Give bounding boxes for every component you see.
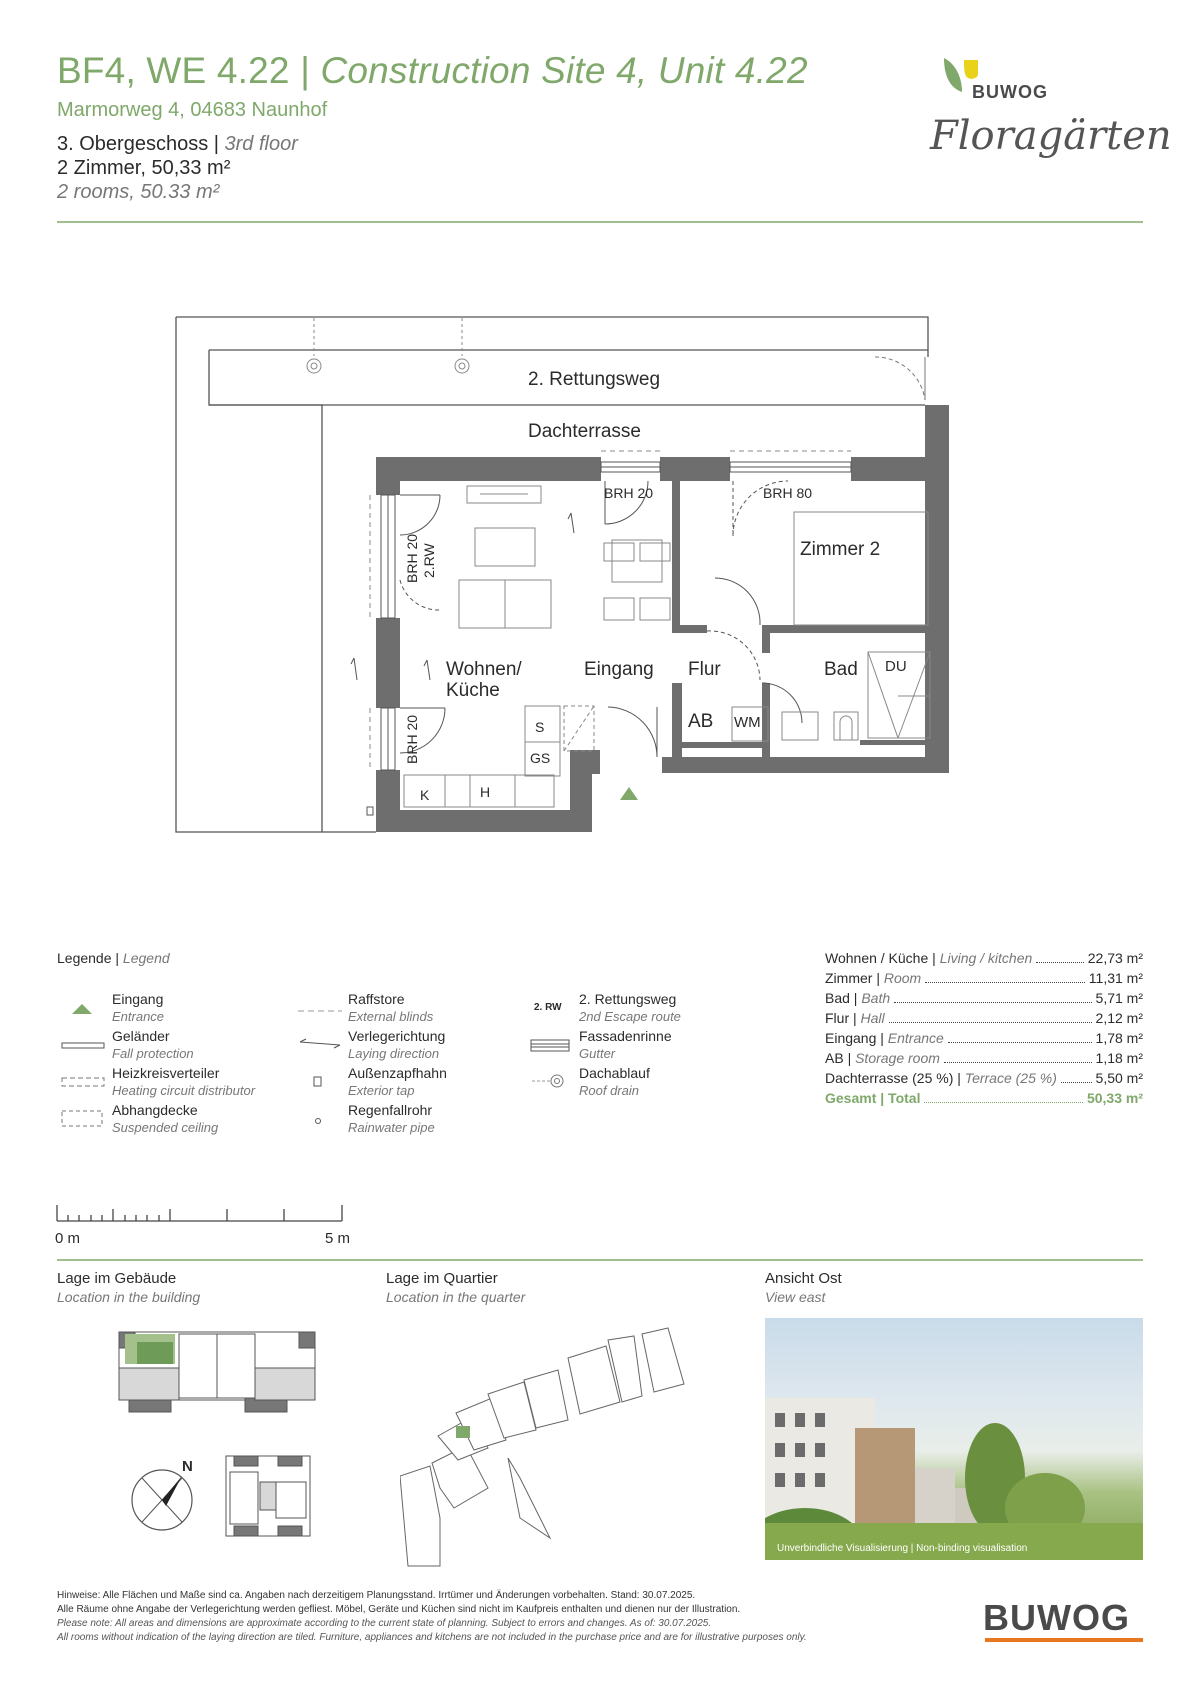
legend-item-tap [348, 1064, 447, 1100]
legend-label: Heizkreisverteiler [112, 1065, 220, 1081]
area-label: Dachterrasse (25 %) | [825, 1070, 965, 1086]
legend-item-roofdrain [579, 1064, 650, 1100]
area-label-en: Entrance [887, 1030, 944, 1046]
legend-label-en: 2nd Escape route [579, 1009, 681, 1024]
view-east-subtitle: View east [765, 1289, 826, 1305]
exterior-tap-icon [313, 1076, 323, 1088]
area-label-en: Room [883, 970, 922, 986]
legend-title-en: Legend [122, 950, 170, 966]
label-brh-20-left: BRH 20 [404, 533, 420, 583]
rooms-en: 2 rooms, 50.33 m² [57, 181, 220, 203]
entrance-icon [70, 1002, 94, 1016]
rooms-de: 2 Zimmer, 50,33 m² [57, 157, 231, 179]
label-escape-route: 2. Rettungsweg [528, 369, 661, 390]
address: Marmorweg 4, 04683 Naunhof [57, 99, 328, 121]
area-row [825, 1030, 1143, 1050]
legend-label: Geländer [112, 1028, 170, 1044]
legend-label-en: Entrance [112, 1009, 165, 1024]
legend-title [57, 950, 170, 966]
legend-item-ceiling [112, 1101, 218, 1137]
building-location-title: Lage im Gebäude [57, 1270, 177, 1287]
footer-brand-logo: BUWOG [983, 1597, 1130, 1638]
area-label-en: Bath [861, 990, 891, 1006]
legend-label-en: Roof drain [579, 1083, 639, 1098]
area-label: Wohnen / Küche | [825, 950, 940, 966]
label-s: S [535, 719, 545, 735]
legend-label: Abhangdecke [112, 1102, 198, 1118]
footer-brand-underline [985, 1638, 1143, 1642]
legend-label-en: Gutter [579, 1046, 616, 1061]
area-row [825, 970, 1143, 990]
entrance-marker-icon [620, 787, 638, 800]
floor-info [57, 133, 298, 156]
page-title [57, 50, 808, 92]
roof-drain-icon [532, 1073, 566, 1089]
suspended-ceiling-icon [61, 1110, 105, 1128]
footer-note-4: All rooms without indication of the laying direction are tiled. Furniture, appliances and kitchens are not included in the purchase price and are for illustrative purposes only. [57, 1632, 807, 1643]
legend-label: Regenfallrohr [348, 1102, 433, 1118]
area-label-en: Living / kitchen [939, 950, 1033, 966]
legend-item-entrance [112, 990, 164, 1026]
logo-brand: BUWOG [972, 82, 1048, 102]
floor-en: 3rd floor [224, 133, 298, 155]
area-label-en: Storage room [855, 1050, 940, 1066]
view-caption: Unverbindliche Visualisierung | Non-binding visualisation [777, 1543, 1028, 1554]
area-table [825, 950, 1143, 1110]
section-divider [57, 1259, 1143, 1261]
legend-label-en: Heating circuit distributor [112, 1083, 256, 1098]
view-east-image [765, 1318, 1143, 1560]
legend-label: Außenzapfhahn [348, 1065, 447, 1081]
area-value: 5,50 m² [1095, 1070, 1143, 1086]
quarter-location-subtitle: Location in the quarter [386, 1289, 526, 1305]
label-terrace: Dachterrasse [528, 421, 641, 442]
legend-label: 2. Rettungsweg [579, 991, 677, 1007]
fall-protection-icon [61, 1042, 105, 1050]
building-location-subtitle: Location in the building [57, 1289, 201, 1305]
legend-label-en: Fall protection [112, 1046, 194, 1061]
legend-item-blinds [348, 990, 433, 1026]
gutter-icon [530, 1039, 570, 1053]
floor-de: 3. Obergeschoss | [57, 133, 225, 155]
legend-label-en: Exterior tap [348, 1083, 415, 1098]
legend-item-escape [579, 990, 681, 1026]
building-key-plan [115, 1328, 320, 1418]
area-label-en: Terrace (25 %) [964, 1070, 1057, 1086]
label-brh-20-kitchen: BRH 20 [604, 485, 654, 501]
label-brh-20-lower: BRH 20 [404, 714, 420, 764]
area-label: AB | [825, 1050, 856, 1066]
legend-label-en: Laying direction [348, 1046, 440, 1061]
area-row [825, 990, 1143, 1010]
label-gs: GS [530, 750, 551, 766]
label-living: Wohnen/ [446, 659, 522, 680]
legend-item-gutter [579, 1027, 672, 1063]
legend-item-heating [112, 1064, 255, 1100]
label-room2: Zimmer 2 [800, 539, 881, 560]
legend-label: Verlegerichtung [348, 1028, 446, 1044]
area-value: 1,18 m² [1095, 1050, 1143, 1066]
header-divider [57, 221, 1143, 223]
label-hall: Flur [688, 659, 721, 680]
label-storage: AB [688, 711, 714, 732]
area-total-row [825, 1090, 1143, 1110]
label-wm: WM [734, 714, 761, 731]
rainwater-pipe-icon [314, 1117, 322, 1125]
heating-distributor-icon [61, 1077, 105, 1087]
legend-item-laying [348, 1027, 445, 1063]
area-value: 1,78 m² [1095, 1030, 1143, 1046]
legend-label-en: External blinds [348, 1009, 434, 1024]
area-label: Zimmer | [825, 970, 884, 986]
area-label: Eingang | [825, 1030, 888, 1046]
scale-bar [55, 1203, 355, 1223]
area-label-en: Hall [860, 1010, 885, 1026]
label-du: DU [885, 658, 907, 675]
scale-start: 0 m [55, 1230, 81, 1247]
area-value: 5,71 m² [1095, 990, 1143, 1006]
label-kitchen: Küche [446, 680, 500, 701]
title-en: Construction Site 4, Unit 4.22 [320, 50, 808, 91]
footer-note-1: Hinweise: Alle Flächen und Maße sind ca. Angaben nach derzeitigem Planungsstand. Irrtümer und Änderungen vorbehalten. Stand: 30.07.2025. [57, 1590, 696, 1601]
title-de: BF4, WE 4.22 | [57, 50, 321, 91]
footer-note-2: Alle Räume ohne Angabe der Verlegerichtung werden gefliest. Möbel, Geräte und Küchen sind nicht im Kaufpreis enthalten und dienen nur der Illustration. [57, 1604, 741, 1615]
external-blinds-icon [298, 1008, 342, 1014]
floor-plan [150, 305, 960, 845]
legend-title-de: Legende | [57, 950, 123, 966]
view-east-illustration [765, 1318, 1143, 1560]
floor-key-plan [222, 1452, 314, 1542]
scale-end: 5 m [325, 1230, 351, 1247]
area-row [825, 1070, 1143, 1090]
legend-label-en: Rainwater pipe [348, 1120, 435, 1135]
north-label: N [182, 1458, 193, 1475]
quarter-map [400, 1318, 700, 1568]
label-h: H [480, 784, 491, 800]
label-entrance: Eingang [584, 659, 654, 680]
legend-item-rainpipe [348, 1101, 435, 1137]
legend-label: Raffstore [348, 991, 405, 1007]
area-value: 11,31 m² [1088, 970, 1143, 986]
legend-item-fall-protection [112, 1027, 194, 1063]
area-label: Flur | [825, 1010, 861, 1026]
logo-script: Floragärten [930, 113, 1172, 159]
area-row [825, 1050, 1143, 1070]
legend-label: Eingang [112, 991, 164, 1007]
area-value: 2,12 m² [1095, 1010, 1143, 1026]
footer-note-3: Please note: All areas and dimensions are approximate according to the current state of planning. Subject to errors and changes. As of: 30.07.2025. [57, 1618, 712, 1629]
area-value: 22,73 m² [1087, 950, 1143, 966]
area-row [825, 1010, 1143, 1030]
label-2rw: 2.RW [421, 543, 437, 578]
area-row [825, 950, 1143, 970]
legend-label: Dachablauf [579, 1065, 650, 1081]
escape-route-symbol: 2. RW [534, 1002, 562, 1013]
laying-direction-icon [298, 1038, 342, 1050]
view-east-title: Ansicht Ost [765, 1270, 842, 1287]
area-label: Bad | [825, 990, 862, 1006]
label-bath: Bad [824, 659, 858, 680]
total-value: 50,33 m² [1086, 1090, 1143, 1106]
legend-label: Fassadenrinne [579, 1028, 672, 1044]
legend-label-en: Suspended ceiling [112, 1120, 219, 1135]
label-brh-80: BRH 80 [763, 485, 813, 501]
total-label: Gesamt | Total [825, 1090, 921, 1106]
label-k: K [420, 787, 430, 803]
quarter-location-title: Lage im Quartier [386, 1270, 498, 1287]
